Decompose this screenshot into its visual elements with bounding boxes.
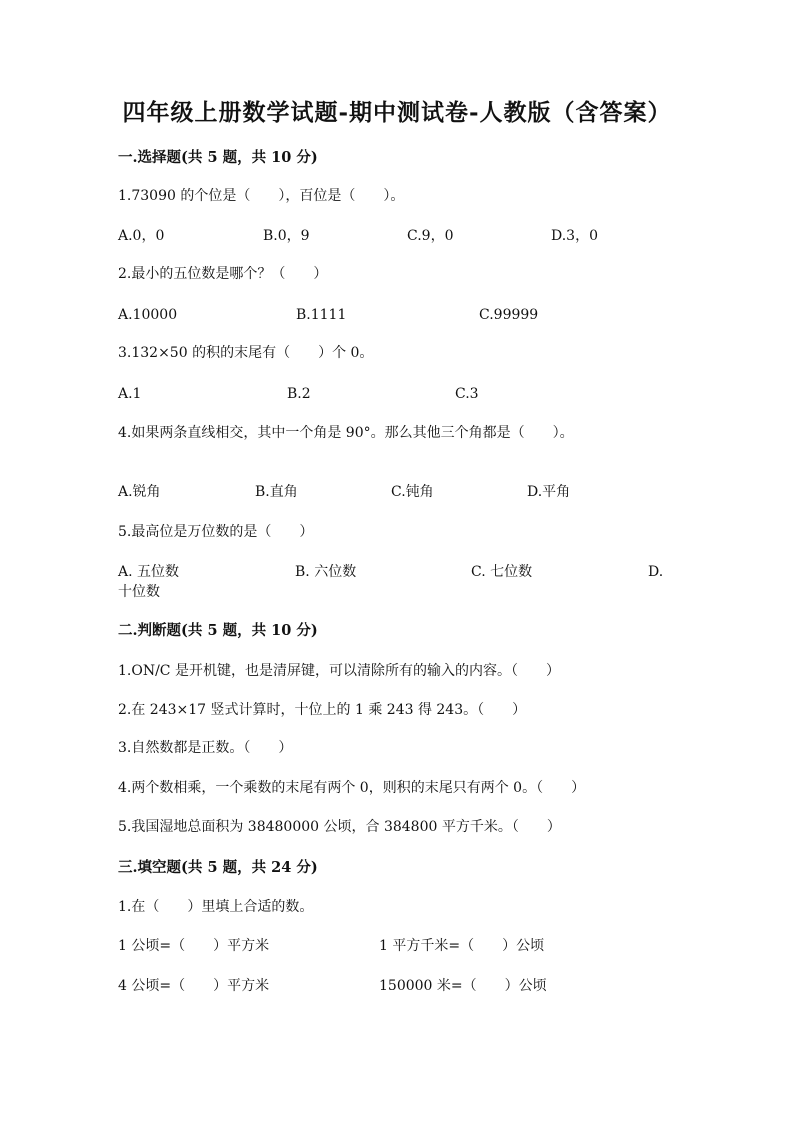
question-text: 4.如果两条直线相交，其中一个角是 90°。那么其他三个角都是（ ）。 [118, 425, 574, 441]
question-text: 1.在（ ）里填上合适的数。 [118, 899, 314, 915]
option-b: B. 六位数 [295, 564, 357, 580]
option-b: B.1111 [296, 307, 347, 323]
question-text: 5.最高位是万位数的是（ ） [118, 524, 314, 540]
section-heading-fill-blank: 三.填空题(共 5 题，共 24 分) [118, 859, 318, 876]
question-text: 2.最小的五位数是哪个？（ ） [118, 266, 328, 282]
page-title: 四年级上册数学试题-期中测试卷-人教版（含答案） [122, 99, 672, 126]
option-a: A.锐角 [118, 484, 161, 500]
option-b: B.0，9 [263, 228, 310, 244]
option-c: C.钝角 [391, 484, 434, 500]
option-a: A.10000 [118, 307, 178, 323]
fill-item: 4 公顷=（ ）平方米 [118, 978, 270, 994]
option-b: B.2 [287, 386, 311, 402]
option-d: D. [648, 564, 664, 580]
option-b: B.直角 [255, 484, 298, 500]
option-c: C. 七位数 [471, 564, 533, 580]
question-text: 4.两个数相乘，一个乘数的末尾有两个 0，则积的末尾只有两个 0。（ ） [118, 780, 586, 796]
option-c: C.99999 [479, 307, 539, 323]
question-text: 3.132×50 的积的末尾有（ ）个 0。 [118, 345, 374, 361]
question-text: 1.ON/C 是开机键，也是清屏键，可以清除所有的输入的内容。（ ） [118, 663, 560, 679]
option-a: A.1 [118, 386, 142, 402]
option-d: D.平角 [527, 484, 571, 500]
question-text: 2.在 243×17 竖式计算时，十位上的 1 乘 243 得 243。（ ） [118, 702, 527, 718]
option-d-wrap: 十位数 [118, 584, 160, 600]
section-heading-choice: 一.选择题(共 5 题，共 10 分) [118, 149, 318, 166]
option-d: D.3，0 [551, 228, 598, 244]
option-a: A.0，0 [118, 228, 165, 244]
option-a: A. 五位数 [118, 564, 180, 580]
option-c: C.3 [455, 386, 479, 402]
fill-item: 150000 米=（ ）公顷 [379, 978, 547, 994]
question-text: 1.73090 的个位是（ ），百位是（ ）。 [118, 188, 405, 204]
fill-item: 1 平方千米=（ ）公顷 [379, 938, 545, 954]
question-text: 3.自然数都是正数。（ ） [118, 740, 293, 756]
fill-item: 1 公顷=（ ）平方米 [118, 938, 270, 954]
question-text: 5.我国湿地总面积为 38480000 公顷，合 384800 平方千米。（ ） [118, 819, 561, 835]
section-heading-judgement: 二.判断题(共 5 题，共 10 分) [118, 622, 318, 639]
option-c: C.9，0 [407, 228, 454, 244]
